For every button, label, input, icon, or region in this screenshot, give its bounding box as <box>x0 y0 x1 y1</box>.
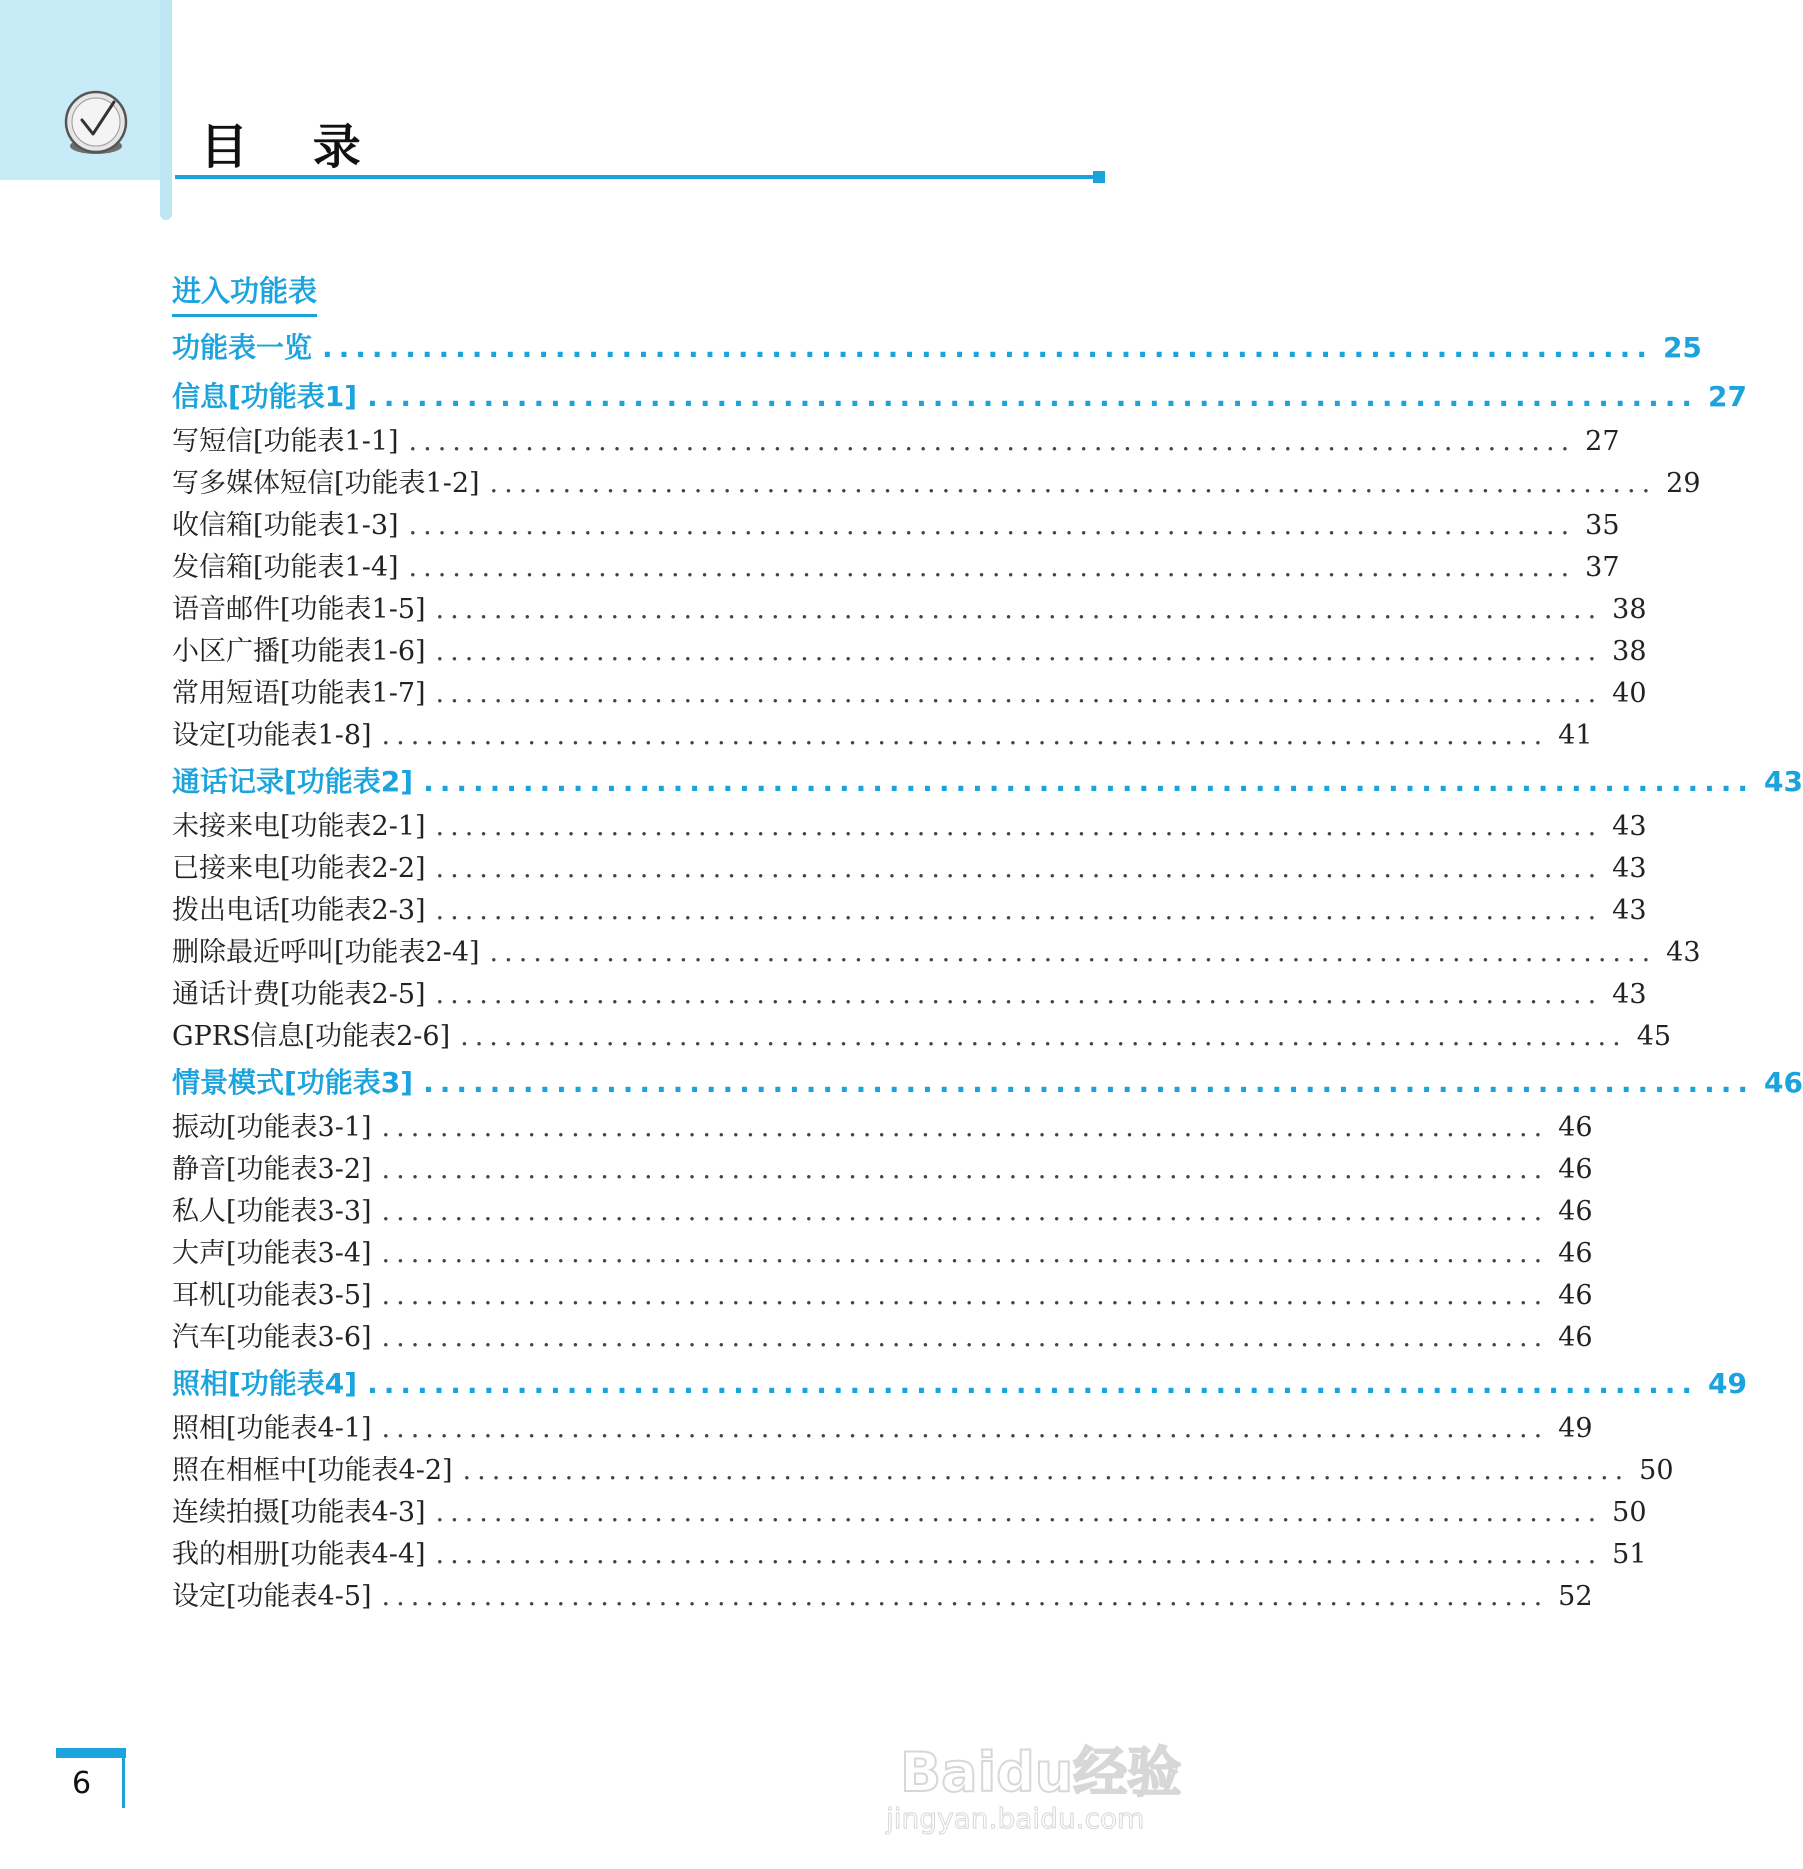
toc-entry[interactable] <box>172 673 1647 715</box>
toc-dot-leader: ................................................................................ <box>435 895 1603 926</box>
toc-entry-label: 删除最近呼叫[功能表2-4] <box>172 937 480 968</box>
toc-entry[interactable] <box>172 1233 1593 1275</box>
toc-dot-leader: ................................................................................ <box>435 811 1603 842</box>
toc-entry-page: 50 <box>1612 1497 1647 1528</box>
toc-entry[interactable] <box>172 421 1620 463</box>
toc-dot-leader: ................................................................................ <box>381 1154 1549 1185</box>
toc-entry-page: 43 <box>1612 979 1647 1010</box>
toc-dot-leader: ................................................................................ <box>381 1112 1549 1143</box>
toc-dot-leader: ................................................................................ <box>435 594 1603 625</box>
toc-dot-leader: ................................................................................ <box>435 853 1603 884</box>
toc-entry[interactable] <box>172 1450 1674 1492</box>
toc-entry-label: 大声[功能表3-4] <box>172 1238 372 1269</box>
title-rule-end <box>1093 171 1105 183</box>
toc-entry[interactable] <box>172 1275 1593 1317</box>
toc-entry-page: 29 <box>1666 468 1701 499</box>
toc-entry[interactable] <box>172 932 1701 974</box>
toc-entry-label: 拨出电话[功能表2-3] <box>172 895 426 926</box>
corner-bar-decoration <box>160 0 172 220</box>
toc-entry-label: 振动[功能表3-1] <box>172 1112 372 1143</box>
toc-dot-leader: ................................................................................ <box>381 720 1549 751</box>
toc-dot-leader: ................................................................................ <box>435 678 1603 709</box>
toc-chapter-entry[interactable] <box>172 757 1803 806</box>
toc-entry-page: 46 <box>1558 1322 1593 1353</box>
toc-entry[interactable] <box>172 848 1647 890</box>
toc-dot-leader: ................................................................................ <box>322 331 1653 364</box>
toc-chapter-entry[interactable] <box>172 1058 1803 1107</box>
toc-entry-label: 小区广播[功能表1-6] <box>172 636 426 667</box>
page-title: 目 录 <box>200 119 385 175</box>
toc-entry-label: 设定[功能表1-8] <box>172 720 372 751</box>
toc-dot-leader: ................................................................................ <box>367 1367 1699 1400</box>
toc-entry[interactable] <box>172 1492 1647 1534</box>
toc-entry-label: 已接来电[功能表2-2] <box>172 853 426 884</box>
toc-chapter-entry[interactable] <box>172 323 1702 372</box>
toc-entry-page: 46 <box>1558 1196 1593 1227</box>
toc-entry[interactable] <box>172 1016 1672 1058</box>
toc-entry-label: 功能表一览 <box>172 331 313 364</box>
toc-entry-page: 43 <box>1666 937 1701 968</box>
toc-dot-leader: ................................................................................ <box>381 1238 1549 1269</box>
toc-entry-page: 45 <box>1636 1021 1672 1052</box>
toc-entry[interactable] <box>172 806 1647 848</box>
toc-entry-label: 收信箱[功能表1-3] <box>172 510 399 541</box>
toc-entry[interactable] <box>172 1534 1647 1576</box>
table-of-contents <box>172 268 1803 1618</box>
toc-dot-leader: ................................................................................ <box>462 1455 1630 1486</box>
checkmark-badge-icon <box>56 84 136 164</box>
toc-entry-label: 我的相册[功能表4-4] <box>172 1539 426 1570</box>
toc-dot-leader: ................................................................................ <box>435 1539 1603 1570</box>
footer-bar <box>56 1748 126 1758</box>
toc-dot-leader: ................................................................................ <box>408 426 1576 457</box>
page-number: 6 <box>72 1766 92 1801</box>
toc-entry[interactable] <box>172 463 1701 505</box>
toc-entry-page: 49 <box>1558 1413 1593 1444</box>
toc-entry-label: 连续拍摄[功能表4-3] <box>172 1497 426 1528</box>
toc-entry[interactable] <box>172 1408 1593 1450</box>
toc-entry-label: 发信箱[功能表1-4] <box>172 552 399 583</box>
toc-entry-label: 语音邮件[功能表1-5] <box>172 594 426 625</box>
toc-entry[interactable] <box>172 1576 1593 1618</box>
toc-entry[interactable] <box>172 715 1593 757</box>
toc-entry-page: 43 <box>1612 811 1647 842</box>
toc-entry-label: 通话计费[功能表2-5] <box>172 979 426 1010</box>
toc-dot-leader: ................................................................................ <box>423 1066 1755 1099</box>
toc-entry-page: 38 <box>1612 594 1647 625</box>
watermark <box>880 1690 1190 1840</box>
toc-entry[interactable] <box>172 1317 1593 1359</box>
toc-entry-page: 51 <box>1612 1539 1647 1570</box>
toc-entry-page: 35 <box>1585 510 1620 541</box>
toc-entry-label: 照相[功能表4-1] <box>172 1413 372 1444</box>
watermark-url: jingyan.baidu.com <box>886 1802 1145 1835</box>
toc-entry-label: 写短信[功能表1-1] <box>172 426 399 457</box>
toc-dot-leader: ................................................................................ <box>381 1196 1549 1227</box>
toc-dot-leader: ................................................................................ <box>423 765 1755 798</box>
toc-entry-label: 设定[功能表4-5] <box>172 1581 372 1612</box>
toc-dot-leader: ................................................................................ <box>435 1497 1603 1528</box>
toc-entry-label: 照相[功能表4] <box>172 1367 358 1400</box>
toc-dot-leader: ................................................................................ <box>381 1413 1549 1444</box>
toc-entry[interactable] <box>172 505 1620 547</box>
watermark-brand: Baidu经验 <box>900 1741 1182 1804</box>
toc-entry-page: 50 <box>1639 1455 1674 1486</box>
toc-entry[interactable] <box>172 589 1647 631</box>
footer-divider <box>122 1758 125 1808</box>
toc-entry-page: 38 <box>1612 636 1647 667</box>
toc-dot-leader: ................................................................................ <box>408 552 1576 583</box>
toc-entry-label: 常用短语[功能表1-7] <box>172 678 426 709</box>
toc-entry-page: 46 <box>1558 1280 1593 1311</box>
toc-entry-page: 43 <box>1764 765 1803 798</box>
toc-entry-page: 46 <box>1558 1154 1593 1185</box>
toc-entry-label: GPRS信息[功能表2-6] <box>172 1021 451 1052</box>
toc-entry-page: 27 <box>1585 426 1620 457</box>
toc-entry-label: 通话记录[功能表2] <box>172 765 414 798</box>
toc-entry[interactable] <box>172 890 1647 932</box>
toc-entry[interactable] <box>172 974 1647 1016</box>
toc-dot-leader: ................................................................................ <box>489 468 1657 499</box>
toc-entry-label: 私人[功能表3-3] <box>172 1196 372 1227</box>
section-heading[interactable]: 进入功能表 <box>172 268 317 317</box>
toc-entry-label: 照在相框中[功能表4-2] <box>172 1455 453 1486</box>
toc-entry[interactable] <box>172 1149 1593 1191</box>
toc-dot-leader: ................................................................................ <box>381 1581 1549 1612</box>
toc-entry-page: 46 <box>1764 1066 1803 1099</box>
toc-entry[interactable] <box>172 1107 1593 1149</box>
toc-chapter-entry[interactable] <box>172 372 1747 421</box>
toc-dot-leader: ................................................................................ <box>435 636 1603 667</box>
toc-entry[interactable] <box>172 631 1647 673</box>
toc-entry-page: 37 <box>1585 552 1620 583</box>
toc-entry-page: 52 <box>1558 1581 1593 1612</box>
toc-entry-label: 情景模式[功能表3] <box>172 1066 414 1099</box>
toc-entry-label: 耳机[功能表3-5] <box>172 1280 372 1311</box>
toc-entry-label: 静音[功能表3-2] <box>172 1154 372 1185</box>
toc-entry-label: 汽车[功能表3-6] <box>172 1322 372 1353</box>
toc-dot-leader: ................................................................................ <box>367 380 1699 413</box>
toc-entry-page: 46 <box>1558 1112 1593 1143</box>
toc-entry-page: 27 <box>1708 380 1747 413</box>
toc-dot-leader: ................................................................................ <box>408 510 1576 541</box>
toc-dot-leader: ................................................................................ <box>381 1280 1549 1311</box>
title-rule <box>175 175 1100 179</box>
toc-entry-label: 写多媒体短信[功能表1-2] <box>172 468 480 499</box>
toc-entry-page: 41 <box>1558 720 1593 751</box>
toc-entry-page: 49 <box>1708 1367 1747 1400</box>
toc-dot-leader: ................................................................................ <box>381 1322 1549 1353</box>
toc-dot-leader: ................................................................................ <box>435 979 1603 1010</box>
toc-entry-page: 43 <box>1612 895 1647 926</box>
toc-dot-leader: ................................................................................ <box>489 937 1657 968</box>
toc-chapter-entry[interactable] <box>172 1359 1747 1408</box>
toc-dot-leader: ................................................................................ <box>460 1021 1627 1052</box>
toc-entry[interactable] <box>172 547 1620 589</box>
toc-entry-page: 25 <box>1662 331 1702 364</box>
toc-entry-page: 40 <box>1612 678 1647 709</box>
toc-entry-label: 信息[功能表1] <box>172 380 358 413</box>
toc-entry-page: 46 <box>1558 1238 1593 1269</box>
toc-entry[interactable] <box>172 1191 1593 1233</box>
toc-entry-page: 43 <box>1612 853 1647 884</box>
toc-entry-label: 未接来电[功能表2-1] <box>172 811 426 842</box>
